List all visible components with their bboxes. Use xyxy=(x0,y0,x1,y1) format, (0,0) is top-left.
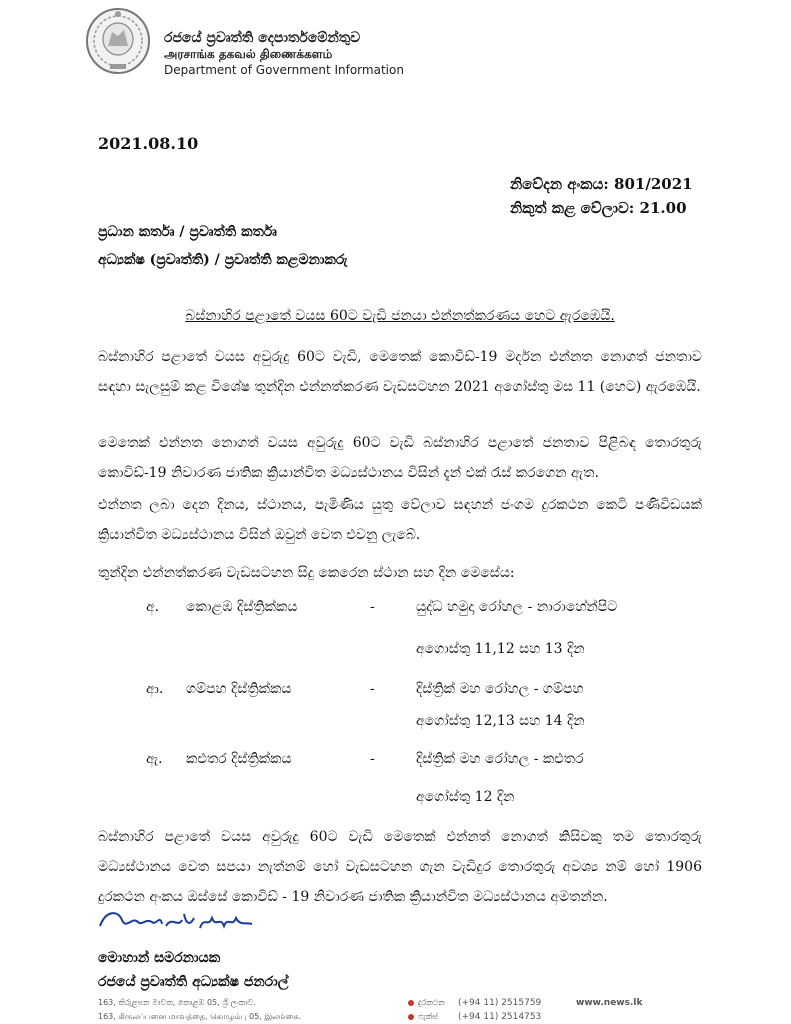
signatory-title: රජයේ ප්‍රවෘත්ති අධ්‍යක්ෂ ජනරාල් xyxy=(98,974,289,990)
schedule-letter: අ. xyxy=(146,599,160,615)
recipient-line-2: අධ්‍යක්ෂ (ප්‍රවෘත්ති) / ප්‍රවෘත්ති කළමනාකරු xyxy=(98,252,348,268)
footer-address-sinhala: 163, කිරුළපන මාවත, කොළඹ 05, ශ්‍රී ලංකාව. xyxy=(98,998,257,1007)
schedule-district: කළුතර දිස්ත්‍රික්කය xyxy=(186,751,292,767)
document-heading: බස්නාහිර පළාතේ වයස 60ට වැඩි ජනයා එන්නත්කරණය හෙට ඇරඹෙයි. xyxy=(185,308,615,324)
recipients xyxy=(98,218,348,274)
schedule-row xyxy=(98,592,702,622)
schedule-letter: ඇ. xyxy=(146,751,163,767)
paragraph-3: එන්නත ලබා දෙන දිනය, ස්ථානය, පැමිණිය යුතු වේලාව සඳහන් ජංගම දුරකථන කෙටි පණිවිඩයක් ක්‍රියාන්විත මධ්‍යස්ථානය විසින් ඔවුන් වෙත එවනු ලැබේ. xyxy=(98,497,702,543)
paragraph-1: බස්නාහිර පළාතේ වයස අවුරුදු 60ට වැඩි, මෙතෙක් කොවිඩ්-19 මර්දන එන්නත නොගත් ජනතාව සඳහා සැලසුම් කළ විශේෂ තුන්දින එන්නත්කරණ වැඩසටහන 2021 අගෝස්තු මස 11 (හෙට) ඇරඹෙයි. xyxy=(98,349,702,395)
schedule-place: දිස්ත්‍රික් මහ රෝහල - කළුතර xyxy=(416,751,584,767)
fax-icon xyxy=(408,1014,414,1020)
phone-icon xyxy=(408,1000,414,1006)
release-number-label: නිවේදන අංකය: xyxy=(510,175,609,193)
release-time-value: 21.00 xyxy=(639,199,687,217)
closing-paragraph: බස්නාහිර පළාතේ වයස අවුරුදු 60ට වැඩි මෙතෙක් එන්නත් නොගත් කිසිවකු තම තොරතුරු මධ්‍යස්ථානය වෙත සපයා නැත්නම් හෝ වැඩසටහන ගැන වැඩිදුර තොරතුරු අවශ්‍ය නම් හෝ 1906 දුරකථන අංකය ඔස්සේ කොවිඩ් - 19 නිවාරණ ජාතික ක්‍රියාන්විත මධ්‍යස්ථානය අමතන්න. xyxy=(98,829,702,905)
schedule-dates: අගෝස්තු 12 දින xyxy=(416,789,515,805)
release-date: 2021.08.10 xyxy=(98,134,199,153)
schedule-row xyxy=(98,674,702,704)
recipient-line-1: ප්‍රධාන කර්තෘ / ප්‍රවෘත්ති කර්තෘ xyxy=(98,224,277,240)
signatory xyxy=(98,946,288,994)
paragraph-4: තුන්දින එන්නත්කරණ වැඩසටහන සිදු කෙරෙන ස්ථාන සහ දින මෙසේය: xyxy=(98,565,515,581)
sri-lanka-emblem-icon xyxy=(84,6,152,76)
schedule-dates-row xyxy=(98,782,702,812)
release-time-label: නිකුත් කළ වේලාව: xyxy=(510,199,635,217)
dept-name-sinhala: රජයේ ප්‍රවෘත්ති දෙපාර්තමේන්තුව xyxy=(164,30,361,46)
schedule-dash: - xyxy=(370,599,375,615)
footer-phone-label: දුරකථන xyxy=(418,998,445,1007)
schedule-dash: - xyxy=(370,751,375,767)
dept-name-english: Department of Government Information xyxy=(164,63,404,77)
schedule-dates: අගොස්තු 11,12 සහ 13 දින xyxy=(416,641,585,657)
department-header xyxy=(164,30,404,78)
paragraph-2: මෙතෙක් එන්නත නොගත් වයස අවුරුදු 60ට වැඩි බස්නාහිර පළාතේ ජනතාව පිළිබඳ තොරතුරු කොවිඩ්-19 නිවාරණ ජාතික ක්‍රියාන්විත මධ්‍යස්ථානය විසින් දැන් එක් රැස් කරගෙන ඇත. xyxy=(98,435,702,481)
schedule-dates-row xyxy=(98,634,702,664)
signatory-name: මොහාන් සමරනායක xyxy=(98,950,221,966)
release-number xyxy=(510,172,693,196)
schedule-district: කොළඹ දිස්ත්‍රික්කය xyxy=(186,599,298,615)
schedule-letter: ආ. xyxy=(146,681,164,697)
release-time xyxy=(510,196,693,220)
signature xyxy=(96,902,272,942)
dept-name-tamil: அரசாங்க தகவல் திணைக்களம் xyxy=(164,47,333,61)
release-info xyxy=(510,172,693,220)
footer-phone: (+94 11) 2515759 xyxy=(458,998,542,1008)
footer-website[interactable]: www.news.lk xyxy=(576,998,643,1008)
schedule-row xyxy=(98,744,702,774)
footer-fax-label: ෆැක්ස් xyxy=(418,1012,438,1021)
schedule-place: දිස්ත්‍රික් මහ රෝහල - ගම්පහ xyxy=(416,681,584,697)
schedule-dates-row xyxy=(98,706,702,736)
footer-address-tamil: 163, கிருலப்பனை மாவத்தை, கொழும்பு 05, இலங்கை. xyxy=(98,1012,302,1021)
schedule-dash: - xyxy=(370,681,375,697)
release-number-value: 801/2021 xyxy=(614,175,693,193)
footer xyxy=(98,996,778,1024)
schedule-district: ගම්පහ දිස්ත්‍රික්කය xyxy=(186,681,292,697)
schedule-dates: අගෝස්තු 12,13 සහ 14 දින xyxy=(416,713,585,729)
footer-fax: (+94 11) 2514753 xyxy=(458,1012,542,1022)
schedule-place: යුද්ධ හමුදා රෝහල - නාරාහේන්පිට xyxy=(416,599,618,615)
